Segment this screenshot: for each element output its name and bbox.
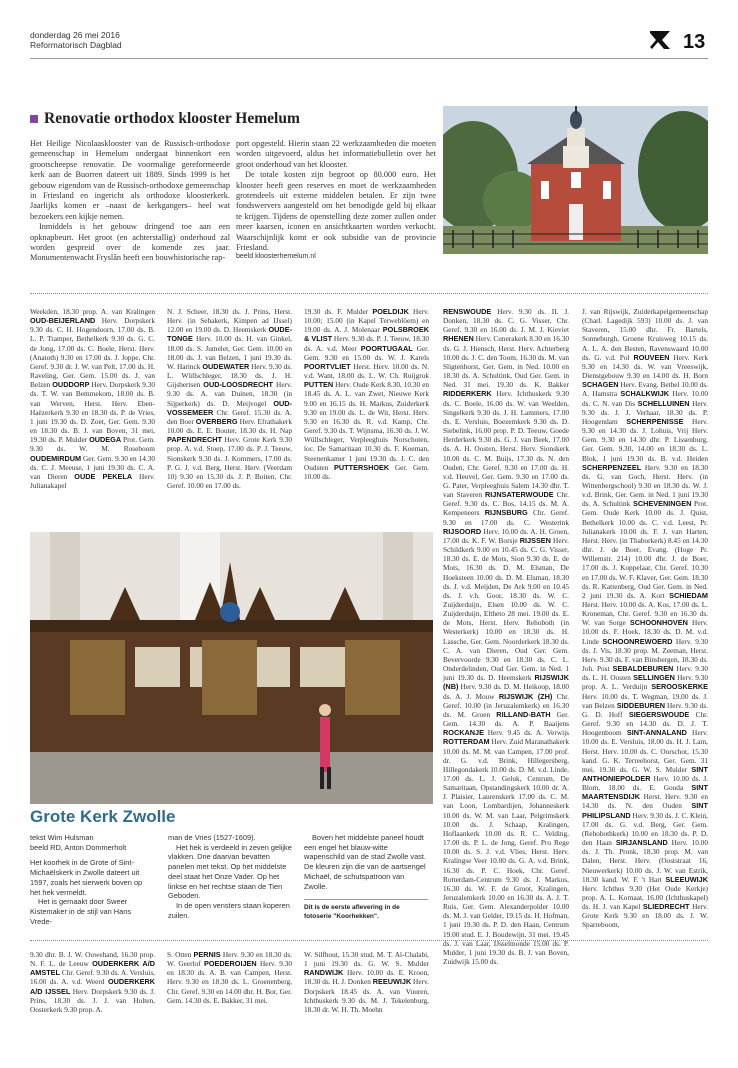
- church-services-column-5: [582, 307, 708, 930]
- feature-paragraph: Het koorhek in de Grote of Sint-Michaëlskerk in Zwolle dateert uit 1597, zoals het sierwerk boven op het hek vermeldt.: [30, 858, 143, 897]
- publication-name: Reformatorisch Dagblad: [30, 40, 122, 50]
- page-number: 13: [683, 31, 706, 53]
- church-services-column-2: [167, 307, 292, 490]
- photo-credit: beeld kloosterhemelum.nl: [236, 253, 316, 261]
- church-services-text: J. van Rijswijk, Zuiderkapelgemeenschap (Charl. Lagedijk 593) 10.00 ds. J. van Staveren, 15.00 dhr. Fr. Bartels, Sonneburgh, Groene Kruisweg 10.15 ds. A. L. A. den Besten, Ravenswaard 10.00 ds. G. v.d. Pol ROUVEEN Herv. Kerk 9.30 en 14.30 ds. W. van Vreeswijk, Dienstgebouw 9.30 en 14.00 ds. H. Born SCHAGEN Herv. Evang. Bethel 10.00 ds. A. Hamstra SCHALKWIJK Herv. 10.00 ds. C. N. van Dis SCHELLUINEN Herv. 9.30 ds. J. J. Verhaar, 18.30 ds. P. Hoogendam SCHERPENISSE Herv. 9.30 en 14.30 ds. J. Lohuis, Vrij Herv. Gem. 9.30 en 14.30 dhr. P. Lissenburg, Ger. Gem. 9.30, 14.00 en 18.30 ds. L. Blok, 1 juni 19.30 ds. B. v.d. Heiden SCHERPENZEEL Herv. 9.30 en 18.30 ds. G. van Goch, Herst. Herv. (in Wittenbergschool) 9.30 en 18.30 ds. W. J. v.d. Brink, Ger. Gem. in Ned. 1 juni 19.30 ds. A. Schultink SCHEVENINGEN Prot. Gem. Oude Kerk 10.00 ds. J. Quist, Bethelkerk 10.00 ds. C. v.d. Leest, Pr. Julianakerk 10.00 ds. F. J. van Harten, Herst. Herv. (in Thaborkerk) 8.45 en 14.30 dhr. J. de Boer, Evang. (Hoge Pr. Willemstr. 214) 10.00 dhr. J. de Boer, 17.00 ds. J. Koppelaar, Chr. Geref. 10.30 en 17.00 ds. W. F. Klaver, Ger. Gem. 18.30 ds. R. Kattenberg, Oud Ger. Gem. in Ned. 2 juni 19.30 ds. A. Kort SCHIEDAM Herst. Herv. 10.00 ds. A. Kos, 17.00 ds. L. Kroneman, Chr. Geref. 9.30 en 16.30 ds. W. van Sorge SCHOONHOVEN Herv. 10.00 ds. F. Hoek, 18.30 ds. D. M. v.d. Linde SCHOONREWOERD Herv. 9.30 ds. J. Vis, 18.30 prop. M. Zeeman, Herst. Herv. 9.30 ds. F. van Binsbergen, 18.30 ds. Joh. Post SEBALDEBUREN Herv. 9.30 ds. L. H. Oosten SELLINGEN Herv. 9.30 prop. A. L. Verduijn SEROOSKERKE Herv. 10.00 ds. T. Wegman, 19.00 ds. J. van Belzen SIDDEBUREN Herv. 9.30 ds. G. D. Hoff SIEGERSWOUDE Chr. Geref. 9.30 en 14.30 ds. D. J. T. Hoogenboom SINT-ANNALAND Herv. 10.00 ds. E. Versluis, 18.00 ds. H. J. Lam, Herst. Herv. 10.00 ds. C. Oorschot, 15.30 kand. G. K. Terreehorst, Ger. Gem. 31 mei. 19.30 ds. G. W. S. Mulder SINT ANTHONIEPOLDER Herv. 10.00 ds. J. Blom, 18.00 ds. E. Gouda SINT MAARTENSDIJK Herst. Herv. 9.30 en 14.30 ds. N. den Ouden SINT PHILIPSLAND Herv. 9.30 ds. J. C. Klein, 17.00 ds. G. v.d. Berg, Ger. Gem. (Rehobothkerk) 10.00 en 18.30 ds. P. D. den Haan SIRJANSLAND Herv. 10.00 ds. J. Th. Pronk, 18.30 prop. M. van Dalen, Herst. Herv. (Ooststraat 16, Nieuwerkerk) 10.00 ds. J. W. van Estrik, 18.30 kand. W. F. 't Hart SLEEUWIJK Herv. Ichthus 9.30 (Het Oude Kerkje) prop. A. L. Kornaat, 16.00 (Ichthuskapel) ds. H. J. van Kapel SLIEDRECHT Herv. Grote Kerk 9.30 en 18.00 ds. J. W. Sparreboom,: [582, 307, 709, 930]
- church-services-column-1: [30, 307, 155, 490]
- choir-screen-photo: [30, 532, 433, 804]
- header-rule: [30, 58, 708, 59]
- feature-title: Grote Kerk Zwolle: [30, 807, 176, 826]
- feature-paragraph: In de open vensters staan koperen zuilen.: [168, 900, 290, 920]
- publication-date: donderdag 26 mei 2016: [30, 30, 120, 40]
- section-divider: [30, 940, 708, 941]
- headline-marker: [30, 115, 38, 123]
- feature-paragraph: Het hek is verdeeld in zeven gelijke vlakken. Drie daarvan bevatten panelen met tekst. Op het middelste deel staat het Onze Vader. Op het linkse en het rechtse staan de Tien Geboden.: [168, 842, 292, 901]
- church-services-bottom-2: [167, 950, 292, 1005]
- masthead-date-block: [30, 30, 122, 50]
- church-services-text: W. Silfhout, 15.30 stud. M. T. Al-Chalabi, 1 juni 19.30 ds. G. W. S. Mulder RANDWIJK Herv. 10.00 ds. E. Kroon, 18.30 ds. H. J. Donken REEUWIJK Herv. Dorpskerk 18.45 ds. A. van Vuuren, Ichthuskerk 9.30 ds. M. J. Tekelenburg, 18.30 dr. W. H. Th. Moehn: [304, 950, 429, 1014]
- church-services-text: N. J. Scheer, 18.30 ds. J. Prins, Herst. Herv. (in Sehakerk, Kimpen ad IJssel) 12.00 en 19.00 ds. D. Heemskerk OUDE-TONGE Herv. 10.00 ds. H. van Ginkel, 18.00 ds. S. Jumelet, Ger. Gem. 10.00 en 18.00 ds. J. van Belzen, 1 juni 19.30 ds. W. Harinck OUDEWATER Herv. 9.30 ds. L. Wüllschleger, 18.30 ds. J. H. Gijsbertsen OUD-LOOSDRECHT Herv. 9.30 ds. A. van Duinen, 18.30 (in Sijperkerk) ds. D. Meijvogel OUD-VOSSEMEER Chr. Geref. 15.30 ds. A. den Boer OVERBERG Herv. Efrathakerk 10.00 ds. E. E. Bouter, 18.30 ds. H. Nap PAPENDRECHT Herv. Grote Kerk 9.30 prop. A. v.d. Stoep, 17.00 ds. P. J. Teeuw, Sionskerk 9.30 ds. J. Kommers, 17.00 ds. P. G. J. v.d. Berg, Herst. Herv. (Veerdam 10) 9.30 en 15.30 ds. J. P. Boiten, Chr. Geref. 10.00 en 17.00 ds.: [167, 307, 292, 490]
- feature-paragraph: Het is gemaakt door Sweer Kistemaker in de stijl van Hans Vrede-: [30, 897, 132, 926]
- article-title: Renovatie orthodox klooster Hemelum: [44, 110, 300, 127]
- church-services-text: S. Otten PERNIS Herv. 9.30 en 18.30 ds. W. Geerlof POEDEROIJEN Herv. 9.30 en 18.30 ds. A. B. van Campen, Herst. Herv. 9.30 en 18.30 ds. L. Groenenberg, Chr. Geref. 9.30 en 14.00 dhr. H. Bor, Ger. Gem. 14.30 ds. E. Bakker, 31 mei.: [167, 950, 292, 1005]
- monastery-photo: [443, 106, 708, 254]
- article-column-1: [30, 139, 230, 264]
- series-note-box: [304, 899, 428, 921]
- church-services-bottom-1: [30, 950, 155, 1014]
- newspaper-logo-icon: [648, 29, 672, 51]
- church-services-column-3: [304, 307, 429, 481]
- church-services-text: Weekden, 18.30 prop. A. van Kralingen OUD-BEIJERLAND Herv. Dorpskerk 9.30 ds. C. H. Hogendoorn, 17.00 ds. B. L. P. Tramper, Bethelkerk 9.30 ds. G. C. de Jong, 17.00 ds. C. Boele, Herst. Herv. (Anatoth) 9.30 en 17.00 ds. J. Joppe, Chr. Geref. 9.30 dr. J. W. van Pelt, 17.00 ds. H. Raveling, Ger. Gem. 15.00 ds. J. van Belzen OUDDORP Herv. Dorpskerk 9.30 ds. T. W. van Bemmekom, 18.00 ds. B. van Werven, Herst. Herv. Eben-Haëzerkerk 9.30 en 18.30 ds. P. de Vries, 1 juni 19.30 ds. D. Zoet, Ger. Gem. 9.30 en 18.30 ds. B. J. van Boven, 31 mei, 19.30 ds. P. Mulder OUDEGA Prot. Gem. 9.30 ds. W. M. Roseboom OUDEMIRDUM Ger. Gem. 9.30 en 14.30 ds. C. J. Meeuse, 1 juni 19.30 ds. C. A. van Dieren OUDE PEKELA Herv. Julianakapel: [30, 307, 155, 490]
- section-divider: [30, 293, 708, 294]
- article-paragraph: Het Heilige Nicolaasklooster van de Russisch-orthodoxe gemeenschap in Hemelum ondergaat binnenkort een grootscheepse renovatie. De voormalige gereformeerde kerk aan de Buorren dateert uit 1889. Sinds 1999 is het gebouw eigendom van de Russisch-orthodoxe gemeenschap in Friesland en ingericht als orthodoxe kloosterkerk. Jaarlijks komen er –naast de kerkgangers– heel wat bezoekers een kijkje nemen.: [30, 139, 230, 221]
- feature-column-1: [30, 833, 154, 926]
- article-paragraph: De totale kosten zijn begroot op 80.000 euro. Het klooster heeft geen reserves en moet de werkzaamheden grotendeels uit externe middelen betalen. Er zijn twee fondswervers aangesteld om het benodigde geld bij elkaar te krijgen. Tijdens de openstelling deze zomer zullen onder meer kaarsen, iconen en ansichtkaarten worden verkocht. Waarschijnlijk komt er ook subsidie van de provincie Friesland.: [236, 170, 436, 253]
- church-services-bottom-3: [304, 950, 429, 1014]
- article-paragraph: port opgesteld. Hierin staan 22 werkzaamheden die moeten worden uitgevoerd, aldus het informatiebulletin over het groot onderhoud van het klooster.: [236, 139, 436, 169]
- text-credit: tekst Wim Hulsman: [30, 833, 94, 842]
- article-paragraph: Inmiddels is het gebouw dringend toe aan een opknapbeurt. Het groot (en achterstallig) onderhoud zal worden gespreid over de komende zes jaar. Monumentenwacht Fryslân heeft een bouwhistorische rap-: [30, 222, 230, 263]
- church-services-text: RENSWOUDE Herv. 9.30 ds. II. J. Donken, 18.30 ds. C. G. Visser, Chr. Geref. 9.30 en 16.00 ds. J. M. J. Kieviet RHENEN Herv. Cunerakerk 8.30 en 16.30 ds. G. J. Hiensch, Herst. Herv. Achterberg 10.00 ds. J. C. den Toom, 16.30 ds. M. van Sligtenhorst, Ger. Gem. in Ned. 10.00 en 18.30 ds. A. Schultink, Oud Ger. Gem. in Ned. 31 mei. 19.30 ds. K. Bakker RIDDERKERK Herv. Ichthuskerk 9.30 ds. C. Boele, 16.00 ds. W. van Weelden, Singelkerk 9.30 ds. J. H. Lammers, 17.00 ds. E. Versluis, Boezemkerk 9.30 ds. D. Siebelink, 16.00 prop. P. D. Teeuw, Goede Herderkerk 9.30 ds. G. J. van Beek, 17.00 ds. A. H. Oosten, Herst. Herv. Sionskerk 10.00 ds. C. M. Buijs, 17.30 ds. N. den Ouden, Chr. Geref. 9.30 en 17.00 ds. H. v.d. Heuvel, Ger. Gem. 9.30 en 17.00 ds. G. Pater, Verpleeghuis Salem 14.30 dhr. T. van Staveren RIJNSATERWOUDE Chr. Geref. 9.30 ds. C. Bos, 14.15 ds. M. A. Kempeneers RIJNSBURG Chr. Geref. 9.30 en 17.00 ds. C. Westerink RIJSOORD Herv. 10.00 ds. A. H. Groen, 17.00 ds. K. F. W. Borsje RIJSSEN Herv. Schildkerk 9.00 en 10.45 ds. C. G. Visser, 18.30 ds. E. de Mots, Sion 9.30 ds. E. de Mots, 16.30 ds. D. M. Elsman, De Hoeksteen 10.00 ds. D. M. Elsman, 18.30 ds. J. v.d. Meijden, De Ark 9.00 en 10.45 ds. J. v.h. Goor, 18.30 ds. W. C. Zuijderduijn, Elsen 10.00 ds. W. C. Zuijderduijn, Eltheto 28 mei. 19.00 ds. E. de Mots, Herst. Herv. Rehoboth (in Westerkerk) 10.00 en 18.30 ds. H. Lassche, Ger. Gem. Noorderkerk 18.30 ds. C. A. van Dieren, Oud Ger. Gem. Bevervoorde 9.30 en 18.30 ds. C. L. Onderdelinden, Oud Ger. Gem. in Ned. 1 juni 19.30 ds. D. Heemskerk RIJSWIJK (NB) Herv. 9.30 ds. D. M. Heikoop, 18.00 ds. A. J. Mouw RIJSWIJK (ZH) Chr. Geref. 10.00 (in Jeruzalemkerk) en 16.30 ds. M. Groen RILLAND-BATH Ger. Gem. 14.30 ds. A. P. Baaijens ROCKANJE Herv. 9.45 ds. A. Verwijs ROTTERDAM Herv. Zuid Maranathakerk 10.00 ds. M. M. van Campen, 17.00 prof. dr. G. v.d. Brink, Hillegersberg, Hillegondakerk 10.00 ds. D. M. v.d. Linde, 17.00 ds. L. J. Geluk, Centrum, De Samaritaan, Opstandingskerk 10.00 dr. A. J. Plaisier, Laurenskerk 17.00 ds. C. M. van Loon, Lombardijen, Johanneskerk 10.00 ds. W. M. van Laar, Pelgrimskerk 10.00 ds. J. Schaap, Kralingen, Hoflaankerk 10.00 ds. R. C. Velding, 17.00 ds. P. L. de Jong, Geref. Pro Rege 10.00 ds. S. J. v.d. Vlies, Herst. Herv. Kralingse Veer 10.00 ds. G. A. v.d. Brink, 16.30 ds. P. C. Hoek, Chr. Geref. Rotterdam-Centrum 9.30 ds. J. Markus, 16.30 ds. W. F. de Groot, Kralingen, Jeruzalemkerk 10.00 en 16.30 ds. A. J. T. Ruis, Ger. Gem. Alexanderpolder 10.00 ds. M. J. van Gelder, 19.15 ds. H. Hofman, 1 juni 19.30 ds. P. D. den Haan, Centrum 19.00 stud. E. J. Boudewijn, 31 mei. 19.45 ds. J. van Laar, IJsselmonde 15.00 ds. P. Mulder, 1 juni 19.30 ds. B. J. van Boven, Zuidwijk 15.00 ds.: [443, 307, 569, 967]
- church-services-column-4: [443, 307, 569, 966]
- church-services-text: 9.30 dhr. B. J. W. Ouwehand, 16.30 prop. N. F. L. de Leeuw OUDERKERK A/D AMSTEL Chr. Geref. 9.30 ds. A. Versluis, 16.00 ds. A. v.d. Weerd OUDERKERK A/D IJSSEL Herv. Dorpskerk 9.30 ds. J. Prins, 18.30 ds. J. J. van Holten, Oosterkerk 9.30 prop. A.: [30, 950, 155, 1014]
- feature-column-3: [304, 833, 428, 921]
- series-note: Dit is de eerste aflevering in de fotoserie "Koorhekken".: [304, 904, 400, 920]
- article-column-2: [236, 139, 436, 260]
- article-headline: [30, 110, 300, 128]
- church-services-text: 19.30 ds. F. Mulder POELDIJK Herv. 10.00; 15.00 (in Kapel Terweblöem) en 19.00 ds. A. J. Molenaar POLSBROEK & VLIST Herv. 9.30 ds. P. J. Teeuw, 18.30 ds. A. v.d. Meer POORTUGAAL Ger. Gem. 9.30 en 15.00 ds. W. J. Karels POORTVLIET Herst. Herv. 10.00 ds. N. v.d. Want, 18.00 ds. L. W. Ch. Ruijgrok PUTTEN Herv. Oude Kerk 8.30, 10.30 en 18.45 ds. A. L. van Zwet, Nieuwe Kerk 9.00 en 16.15 ds. H. Markus, Zuiderkerk 9.30 en 19.00 ds. L. de Wit, Herst. Herv. 9.30 en 16.30 ds. R. v.d. Kamp, Chr. Geref. 9.30 ds. T. Wijnsma, 16.30 ds. J. W. Wüllschleger, Verpleeghuis Norschoten, loc. De Samaritaan 10.30 ds. F. Koeman, Steenenkamer 1 juni 19.30 ds. J. C. den Oudsten PUTTERSHOEK Ger. Gem. 10.00 ds.: [304, 307, 430, 481]
- feature-paragraph: Boven het middelste paneel houdt een engel het blauw-witte wapenschild van de stad Zwolle vast. De kleuren zijn die van de aartsengel Michaël, de schutspatroon van Zwolle.: [304, 833, 427, 891]
- feature-paragraph: man de Vries (1527-1609).: [168, 833, 256, 842]
- photo-credit: beeld RD, Anton Dommerholt: [30, 842, 127, 852]
- feature-column-2: [168, 833, 292, 920]
